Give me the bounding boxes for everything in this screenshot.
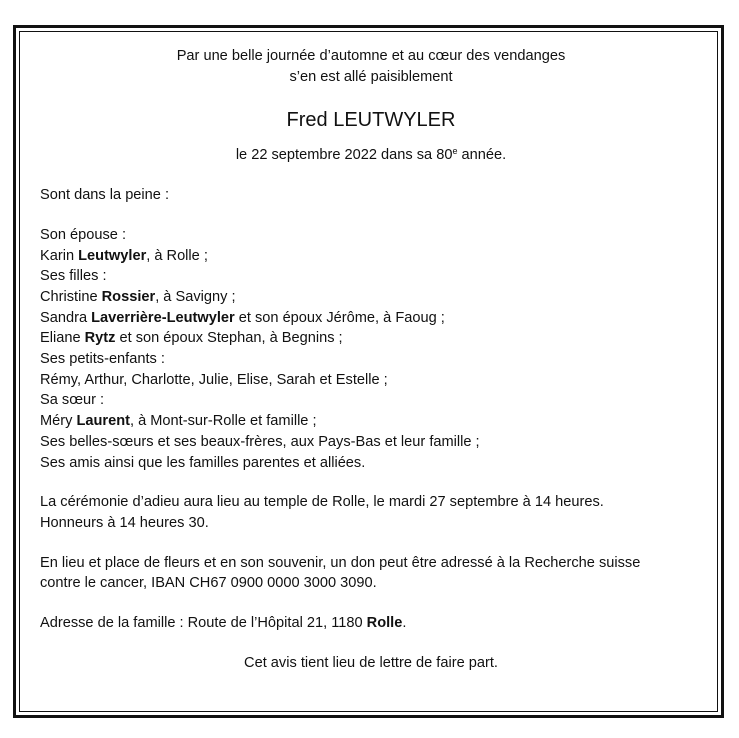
sister-label: Sa sœur : [40, 392, 105, 409]
daughter-entry-2: Sandra Laverrière-Leutwyler et son époux Jérôme, à Faoug ; [40, 309, 445, 326]
daughter-1-surname: Rossier [101, 288, 156, 305]
deceased-name: Fred LEUTWYLER [286, 109, 456, 132]
ceremony-line-1: La cérémonie d’adieu aura lieu au temple de Rolle, le mardi 27 septembre à 14 heures. [40, 494, 604, 511]
friends-entry: Ses amis ainsi que les familles parentes et alliées. [40, 454, 366, 471]
sister-surname: Laurent [76, 413, 130, 430]
daughter-entry-3: Eliane Rytz et son époux Stephan, à Begnins ; [40, 330, 343, 347]
ceremony-line-2: Honneurs à 14 heures 30. [40, 514, 209, 531]
address-town: Rolle [366, 615, 403, 632]
in-laws-entry: Ses belles-sœurs et ses beaux-frères, aux Pays-Bas et leur famille ; [40, 433, 480, 450]
date-line [40, 145, 702, 166]
closing-text: Cet avis tient lieu de lettre de faire part. [244, 654, 498, 671]
mourners-heading: Sont dans la peine : [40, 187, 170, 204]
donation-line-1: En lieu et place de fleurs et en son souvenir, un don peut être adressé à la Recherche suisse [40, 554, 641, 571]
intro-line-1: Par une belle journée d’automne et au cœur des vendanges [176, 48, 566, 64]
death-notice [40, 46, 702, 673]
date-text: le 22 septembre 2022 dans sa 80 [235, 147, 453, 164]
date-suffix: année. [457, 147, 507, 164]
intro-line-2: s’en est allé paisiblement [289, 68, 453, 85]
grandchildren-label: Ses petits-enfants : [40, 351, 165, 368]
spouse-entry: Karin Leutwyler, à Rolle ; [40, 247, 208, 264]
family-list [40, 225, 702, 473]
intro-text [40, 46, 702, 87]
family-address: Adresse de la famille : Route de l’Hôpital 21, 1180 Rolle. [40, 615, 407, 632]
daughter-2-surname: Laverrière-Leutwyler [91, 309, 235, 326]
grandchildren-entry: Rémy, Arthur, Charlotte, Julie, Elise, Sarah et Estelle ; [40, 371, 388, 388]
date-ordinal: e [452, 146, 458, 157]
daughter-3-surname: Rytz [84, 330, 116, 347]
spouse-label: Son épouse : [40, 226, 127, 243]
daughters-label: Ses filles : [40, 268, 107, 285]
donation-text [40, 553, 702, 594]
daughter-entry-1: Christine Rossier, à Savigny ; [40, 288, 236, 305]
spouse-surname: Leutwyler [78, 247, 147, 264]
sister-entry: Méry Laurent, à Mont-sur-Rolle et famille ; [40, 413, 317, 430]
donation-line-2: contre le cancer, IBAN CH67 0900 0000 3000 3090. [40, 575, 377, 592]
ceremony-text [40, 492, 702, 533]
